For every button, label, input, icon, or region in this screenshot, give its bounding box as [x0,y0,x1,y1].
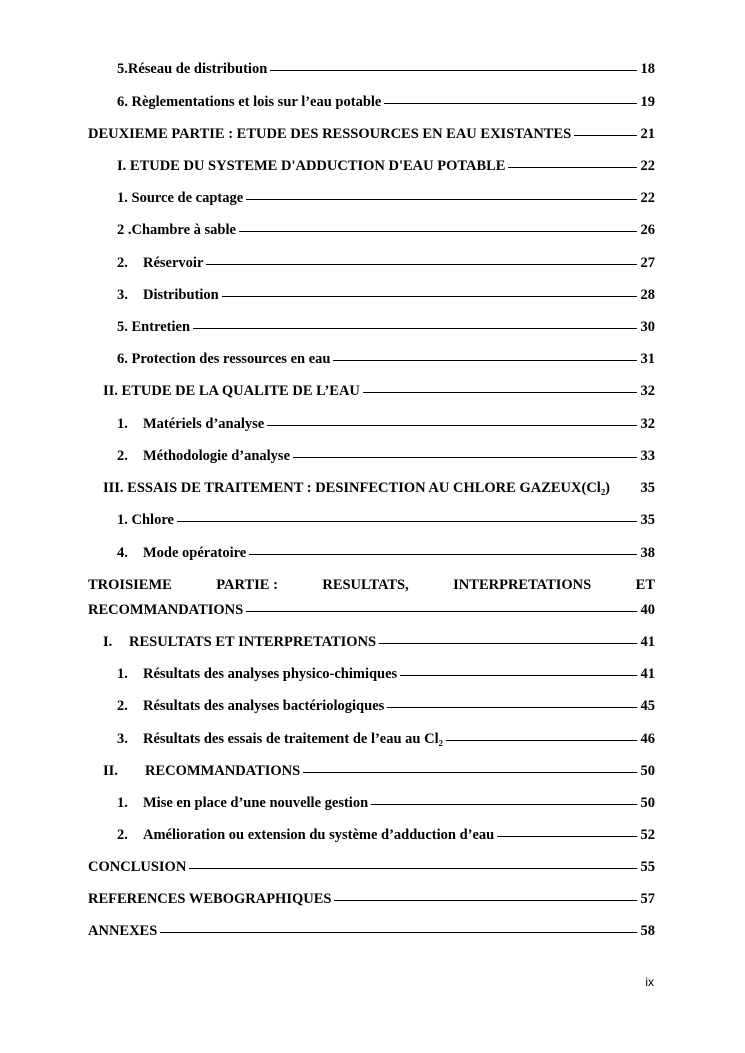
toc-entry-page: 30 [640,319,655,335]
toc-entry[interactable] [117,416,655,433]
toc-entry-page: 31 [640,351,655,367]
toc-entry[interactable] [103,480,655,497]
page-number: ix [645,975,654,989]
toc-entry-page: 33 [640,448,655,464]
toc-entry[interactable] [103,383,655,400]
heading-word: RESULTATS, [322,577,409,593]
toc-entry-number: 3. [117,287,128,303]
toc-entry[interactable] [103,763,655,780]
heading-word: INTERPRETATIONS [453,577,592,593]
toc-entry-page: 50 [640,795,655,811]
toc-entry-title: I. ETUDE DU SYSTEME D'ADDUCTION D'EAU POTABLE [117,158,506,174]
toc-entry-title: 5. Entretien [117,319,191,335]
toc-entry[interactable] [88,923,655,940]
toc-entry-title: REFERENCES WEBOGRAPHIQUES [88,891,332,907]
leader-line [497,836,637,837]
toc-entry-page: 35 [640,512,655,528]
toc-entry-page: 35 [640,480,655,496]
toc-entry-page: 46 [640,731,655,747]
toc-entry-page: 19 [640,94,655,110]
toc-entry-page: 32 [640,416,655,432]
toc-entry-page: 22 [640,158,655,174]
toc-entry-number: 2. [117,698,128,714]
leader-line [363,392,637,393]
toc-entry-title: Distribution [143,287,219,303]
toc-entry[interactable] [117,795,655,812]
leader-line [246,199,637,200]
toc-entry-title: 1. Source de captage [117,190,244,206]
toc-entry[interactable] [117,158,655,175]
toc-entry[interactable] [117,666,655,683]
toc-entry-title: 6. Protection des ressources en eau [117,351,331,367]
toc-entry-page: 26 [640,222,655,238]
toc-entry-page: 28 [640,287,655,303]
heading-word: TROISIEME [88,577,172,593]
leader-line [333,360,637,361]
toc-entry[interactable] [117,545,655,562]
toc-entry[interactable] [88,859,655,876]
toc-entry-title: ANNEXES [88,923,158,939]
toc-entry-title: 1. Chlore [117,512,174,528]
toc-entry-title: Réservoir [143,255,204,271]
toc-entry-page: 18 [640,61,655,77]
toc-entry-title: CONCLUSION [88,859,187,875]
toc-entry-title: RESULTATS ET INTERPRETATIONS [129,634,377,650]
heading-word: ET [635,577,655,593]
toc-entry-page: 45 [640,698,655,714]
toc-entry-title: III. ESSAIS DE TRAITEMENT : DESINFECTION AU CHLORE GAZEUX(Cl₂) [103,480,610,496]
toc-entry-page: 50 [640,763,655,779]
toc-entry-number: 4. [117,545,128,561]
toc-entry-title: 6. Règlementations et lois sur l’eau potable [117,94,382,110]
toc-entry-title: 5.Réseau de distribution [117,61,268,77]
toc-entry-page: 21 [640,126,655,142]
leader-line [384,103,637,104]
toc-entry-number: 1. [117,795,128,811]
toc-entry-number: 2. [117,255,128,271]
leader-line [193,328,637,329]
leader-line [379,643,637,644]
leader-line [508,167,637,168]
toc-entry[interactable] [117,94,655,111]
toc-entry-title: RECOMMANDATIONS [145,763,301,779]
toc-entry[interactable] [117,827,655,844]
toc-entry[interactable] [88,602,655,619]
toc-entry-page: 41 [640,666,655,682]
leader-line [387,707,637,708]
toc-entry-number: II. [103,763,118,779]
toc-entry[interactable] [88,891,655,908]
leader-line [574,135,637,136]
toc-entry-page: 52 [640,827,655,843]
toc-entry[interactable] [117,222,655,239]
toc-entry-page: 38 [640,545,655,561]
leader-line [293,457,637,458]
toc-entry-page: 32 [640,383,655,399]
toc-entry-title: 2 .Chambre à sable [117,222,236,238]
toc-entry[interactable] [117,448,655,465]
toc-entry[interactable] [117,190,655,207]
leader-line [177,521,637,522]
leader-line [239,231,637,232]
toc-entry-title: Mode opératoire [143,545,247,561]
leader-line [267,425,637,426]
leader-line [189,868,637,869]
leader-line [270,70,637,71]
toc-entry-page: 22 [640,190,655,206]
heading-word: PARTIE : [216,577,278,593]
leader-line [249,554,637,555]
toc-entry[interactable] [117,512,655,529]
toc-entry-number: 2. [117,827,128,843]
toc-entry-number: 1. [117,416,128,432]
toc-entry-page: 27 [640,255,655,271]
toc-entry-page: 58 [640,923,655,939]
toc-entry[interactable] [103,634,655,651]
toc-entry-title: Mise en place d’une nouvelle gestion [143,795,369,811]
toc-entry[interactable] [117,731,655,748]
toc-entry-title: Amélioration ou extension du système d’adduction d’eau [143,827,495,843]
leader-line [371,804,637,805]
toc-part-heading [88,577,655,594]
toc-entry-title: Résultats des analyses bactériologiques [143,698,385,714]
toc-entry-page: 41 [640,634,655,650]
toc-entry[interactable] [117,351,655,368]
toc-entry-page: 40 [640,602,655,618]
leader-line [222,296,637,297]
toc-entry[interactable] [117,319,655,336]
toc-entry-title: RECOMMANDATIONS [88,602,244,618]
leader-line [334,900,637,901]
toc-entry-title: Matériels d’analyse [143,416,265,432]
toc-entry-number: 3. [117,731,128,747]
leader-line [206,264,637,265]
toc-entry[interactable] [117,61,655,78]
leader-line [400,675,637,676]
toc-entry-number: 1. [117,666,128,682]
toc-entry-title: Résultats des essais de traitement de l’eau au Cl₂ [143,731,443,747]
leader-line [303,772,637,773]
toc-entry-title: Méthodologie d’analyse [143,448,291,464]
toc-entry-page: 55 [640,859,655,875]
toc-entry[interactable] [88,126,655,143]
toc-entry-title: DEUXIEME PARTIE : ETUDE DES RESSOURCES EN EAU EXISTANTES [88,126,572,142]
leader-line [446,740,637,741]
toc-entry-number: 2. [117,448,128,464]
toc-entry[interactable] [117,698,655,715]
toc-entry-page: 57 [640,891,655,907]
toc-entry-title: Résultats des analyses physico-chimiques [143,666,398,682]
leader-line [246,611,637,612]
toc-entry-title: II. ETUDE DE LA QUALITE DE L’EAU [103,383,360,399]
toc-entry[interactable] [117,255,655,272]
leader-line [160,932,637,933]
toc-entry-number: I. [103,634,113,650]
toc-entry[interactable] [117,287,655,304]
